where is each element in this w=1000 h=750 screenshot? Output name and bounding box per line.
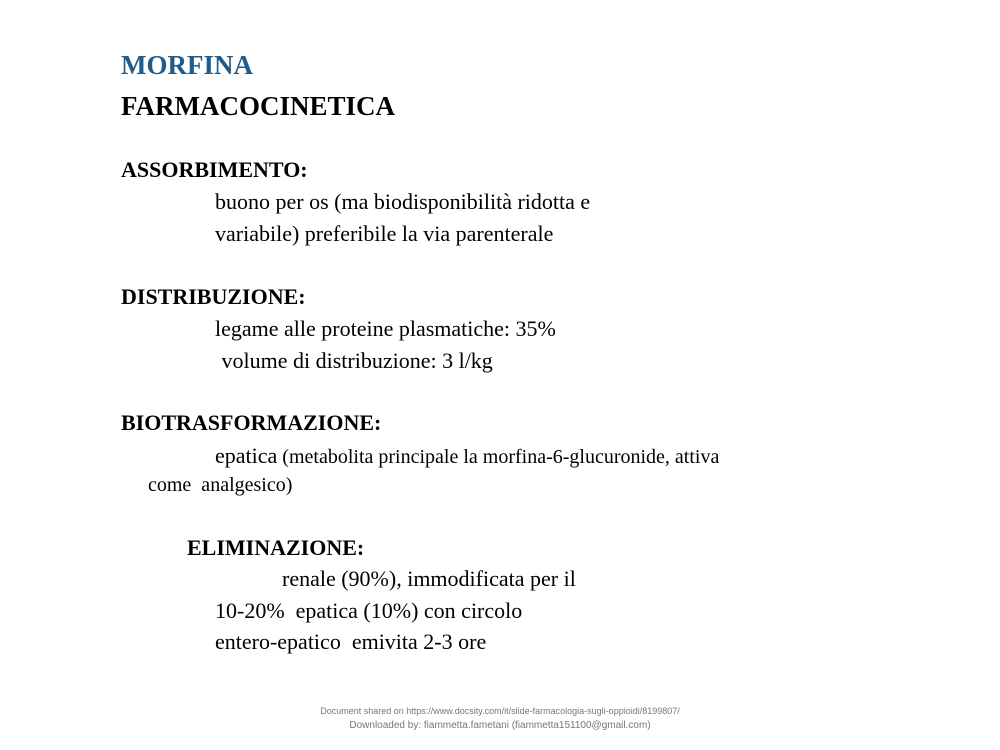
footer-downloaded-by: Downloaded by: fiammetta.fametani (fiammetta151100@gmail.com) (349, 720, 651, 731)
eliminazione-line-2: 10-20% epatica (10%) con circolo (215, 598, 523, 623)
distribuzione-line-1: legame alle proteine plasmatiche: 35% (215, 316, 556, 341)
eliminazione-line-3: entero-epatico emivita 2-3 ore (215, 629, 487, 654)
footer-shared-link[interactable]: Document shared on https://www.docsity.com/it/slide-farmacologia-sugli-oppioidi/8199807/ (320, 706, 680, 716)
biotrasformazione-line-1 (215, 443, 719, 469)
biotrasformazione-lead: epatica (215, 443, 278, 468)
assorbimento-line-2: variabile) preferibile la via parenterale (215, 221, 554, 246)
assorbimento-line-1: buono per os (ma biodisponibilità ridotta e (215, 189, 591, 214)
biotrasformazione-detail: (metabolita principale la morfina-6-glucuronide, attiva (277, 446, 720, 468)
heading-distribuzione: DISTRIBUZIONE: (121, 284, 306, 309)
title-morfina: MORFINA (121, 50, 253, 80)
heading-eliminazione: ELIMINAZIONE: (187, 535, 365, 560)
heading-assorbimento: ASSORBIMENTO: (121, 157, 308, 182)
heading-biotrasformazione: BIOTRASFORMAZIONE: (121, 410, 382, 435)
title-farmacocinetica: FARMACOCINETICA (121, 91, 395, 121)
eliminazione-line-1: renale (90%), immodificata per il (282, 566, 576, 591)
distribuzione-line-2: volume di distribuzione: 3 l/kg (216, 348, 493, 373)
biotrasformazione-line-2: come analgesico) (148, 474, 293, 496)
